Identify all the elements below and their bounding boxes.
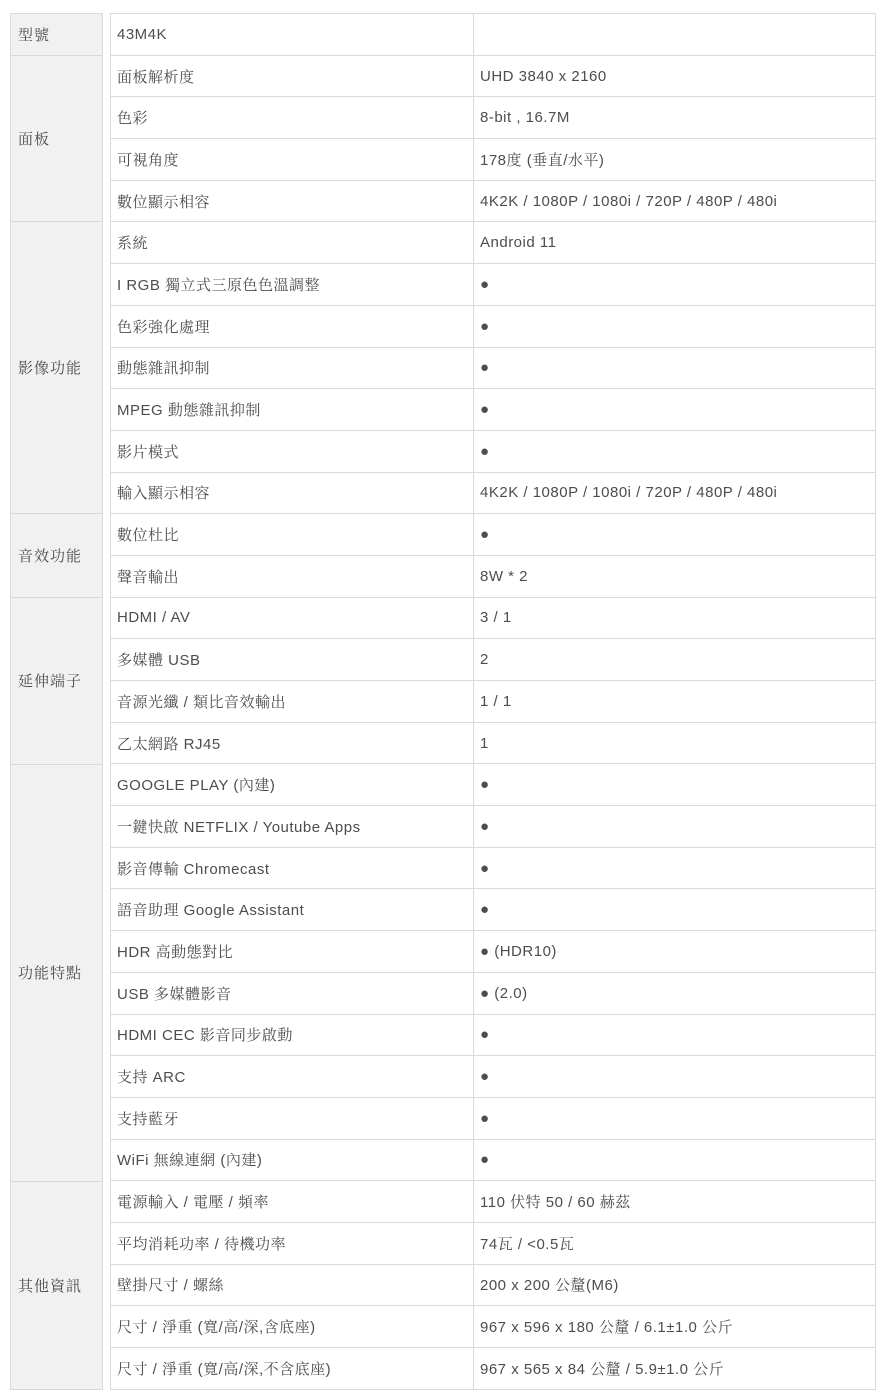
spec-value-cell: 3 / 1 (473, 598, 876, 639)
spec-name-cell: 43M4K (110, 14, 473, 55)
spec-row (110, 1265, 876, 1307)
spec-value-cell: 110 伏特 50 / 60 赫茲 (473, 1181, 876, 1222)
spec-name-cell: I RGB 獨立式三原色色溫調整 (110, 264, 473, 305)
spec-row (110, 681, 876, 723)
spec-row (110, 1098, 876, 1140)
spec-row (110, 1140, 876, 1182)
spec-value-cell: 1 (473, 723, 876, 764)
spec-value-cell: ● (473, 848, 876, 889)
spec-value-cell: ● (473, 264, 876, 305)
spec-value-cell: 4K2K / 1080P / 1080i / 720P / 480P / 480i (473, 181, 876, 222)
spec-name-cell: WiFi 無線連網 (內建) (110, 1140, 473, 1181)
spec-value-cell: 200 x 200 公釐(M6) (473, 1265, 876, 1306)
category-cell: 型號 (10, 13, 103, 56)
spec-name-cell: 數位杜比 (110, 514, 473, 555)
spec-value-cell: 967 x 596 x 180 公釐 / 6.1±1.0 公斤 (473, 1306, 876, 1347)
spec-name-cell: 音源光纖 / 類比音效輸出 (110, 681, 473, 722)
spec-name-cell: 尺寸 / 淨重 (寬/高/深,含底座) (110, 1306, 473, 1347)
spec-row (110, 1306, 876, 1348)
spec-name-cell: 語音助理 Google Assistant (110, 889, 473, 930)
spec-name-cell: 數位顯示相容 (110, 181, 473, 222)
spec-name-cell: 聲音輸出 (110, 556, 473, 597)
spec-name-cell: 色彩強化處理 (110, 306, 473, 347)
spec-name-cell: 動態雜訊抑制 (110, 348, 473, 389)
spec-value-cell: 8W * 2 (473, 556, 876, 597)
spec-row (110, 848, 876, 890)
category-cell: 延伸端子 (10, 597, 103, 765)
spec-row (110, 931, 876, 973)
spec-name-cell: 乙太網路 RJ45 (110, 723, 473, 764)
spec-row (110, 598, 876, 640)
spec-name-cell: 平均消耗功率 / 待機功率 (110, 1223, 473, 1264)
spec-row (110, 1015, 876, 1057)
spec-value-cell: 1 / 1 (473, 681, 876, 722)
spec-value-cell: ● (473, 348, 876, 389)
spec-name-cell: HDR 高動態對比 (110, 931, 473, 972)
spec-name-cell: 電源輸入 / 電壓 / 頻率 (110, 1181, 473, 1222)
spec-row (110, 514, 876, 556)
spec-value-cell: ● (473, 389, 876, 430)
spec-value-cell: ● (HDR10) (473, 931, 876, 972)
spec-value-cell: ● (473, 1056, 876, 1097)
spec-row (110, 222, 876, 264)
category-cell: 功能特點 (10, 764, 103, 1182)
spec-rows (110, 13, 876, 1390)
spec-value-cell: UHD 3840 x 2160 (473, 56, 876, 97)
spec-row (110, 181, 876, 223)
category-column (10, 13, 103, 1390)
spec-row (110, 764, 876, 806)
spec-row (110, 14, 876, 56)
spec-row (110, 56, 876, 98)
spec-name-cell: 可視角度 (110, 139, 473, 180)
spec-name-cell: 一鍵快啟 NETFLIX / Youtube Apps (110, 806, 473, 847)
spec-name-cell: HDMI CEC 影音同步啟動 (110, 1015, 473, 1056)
spec-name-cell: 影音傳輸 Chromecast (110, 848, 473, 889)
spec-value-cell: ● (473, 764, 876, 805)
spec-value-cell: ● (473, 889, 876, 930)
spec-row (110, 1181, 876, 1223)
category-cell: 其他資訊 (10, 1181, 103, 1391)
spec-value-cell: 178度 (垂直/水平) (473, 139, 876, 180)
spec-value-cell: ● (473, 1098, 876, 1139)
spec-row (110, 97, 876, 139)
spec-name-cell: GOOGLE PLAY (內建) (110, 764, 473, 805)
spec-row (110, 1223, 876, 1265)
spec-name-cell: 多媒體 USB (110, 639, 473, 680)
category-cell: 面板 (10, 55, 103, 223)
spec-value-cell: 74瓦 / <0.5瓦 (473, 1223, 876, 1264)
spec-value-cell: 2 (473, 639, 876, 680)
spec-value-cell (473, 14, 876, 55)
spec-value-cell: Android 11 (473, 222, 876, 263)
spec-row (110, 556, 876, 598)
spec-name-cell: HDMI / AV (110, 598, 473, 639)
spec-row (110, 264, 876, 306)
spec-name-cell: 支持藍牙 (110, 1098, 473, 1139)
spec-name-cell: MPEG 動態雜訊抑制 (110, 389, 473, 430)
spec-value-cell: ● (473, 1015, 876, 1056)
spec-name-cell: 輸入顯示相容 (110, 473, 473, 514)
spec-row (110, 473, 876, 515)
spec-row (110, 431, 876, 473)
spec-value-cell: ● (473, 514, 876, 555)
spec-row (110, 1056, 876, 1098)
spec-row (110, 389, 876, 431)
spec-value-cell: 967 x 565 x 84 公釐 / 5.9±1.0 公斤 (473, 1348, 876, 1389)
category-cell: 音效功能 (10, 513, 103, 597)
spec-value-cell: 4K2K / 1080P / 1080i / 720P / 480P / 480i (473, 473, 876, 514)
spec-name-cell: 尺寸 / 淨重 (寬/高/深,不含底座) (110, 1348, 473, 1389)
category-cell: 影像功能 (10, 221, 103, 514)
spec-name-cell: 影片模式 (110, 431, 473, 472)
spec-row (110, 348, 876, 390)
spec-row (110, 973, 876, 1015)
spec-value-cell: ● (473, 431, 876, 472)
spec-value-cell: ● (473, 806, 876, 847)
spec-value-cell: ● (2.0) (473, 973, 876, 1014)
spec-row (110, 889, 876, 931)
spec-value-cell: ● (473, 1140, 876, 1181)
spec-name-cell: 系統 (110, 222, 473, 263)
spec-name-cell: 面板解析度 (110, 56, 473, 97)
spec-name-cell: 壁掛尺寸 / 螺絲 (110, 1265, 473, 1306)
spec-name-cell: 色彩 (110, 97, 473, 138)
spec-row (110, 723, 876, 765)
spec-row (110, 1348, 876, 1390)
spec-name-cell: 支持 ARC (110, 1056, 473, 1097)
spec-name-cell: USB 多媒體影音 (110, 973, 473, 1014)
spec-value-cell: ● (473, 306, 876, 347)
spec-value-cell: 8-bit , 16.7M (473, 97, 876, 138)
spec-row (110, 806, 876, 848)
spec-row (110, 306, 876, 348)
spec-row (110, 639, 876, 681)
spec-row (110, 139, 876, 181)
